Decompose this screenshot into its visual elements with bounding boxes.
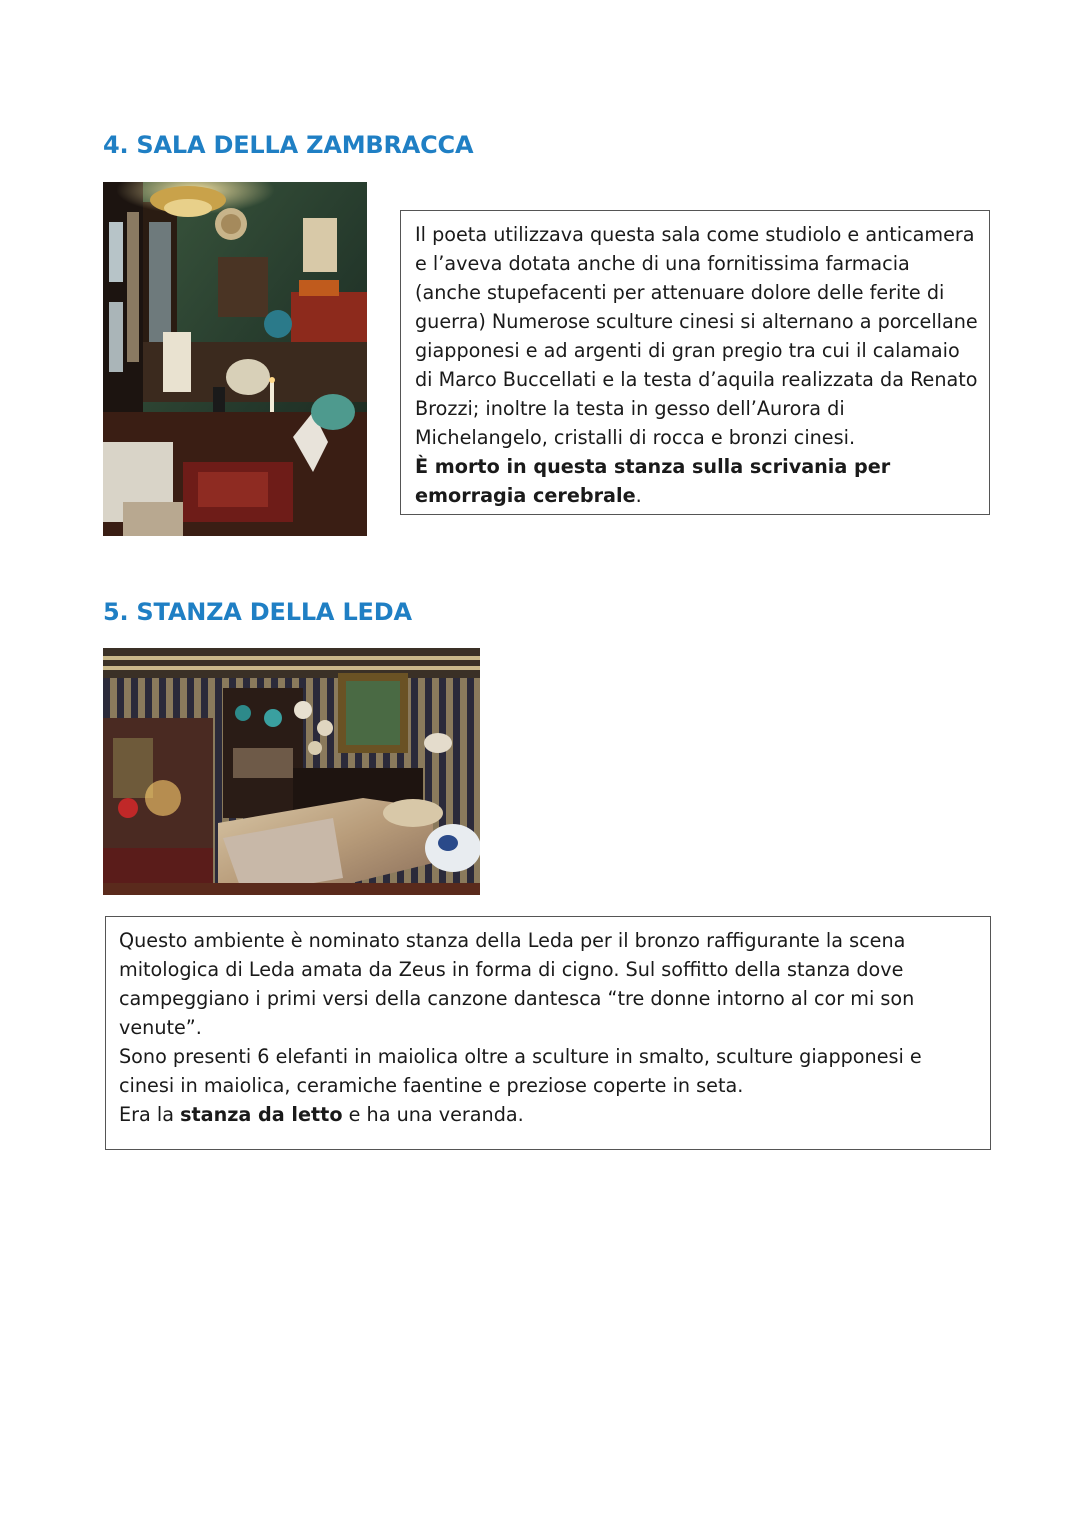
- leda-description-box: [105, 916, 991, 1150]
- leda-p3-bold: stanza da letto: [180, 1103, 343, 1126]
- leda-paragraph-2: Sono presenti 6 elefanti in maiolica oltre a sculture in smalto, sculture giapponesi e cinesi in maiolica, ceramiche faentine e preziose coperte in seta.: [119, 1045, 922, 1097]
- section-4-title: SALA DELLA ZAMBRACCA: [136, 131, 474, 159]
- zambracca-description: [415, 220, 979, 510]
- leda-photo: [103, 648, 480, 895]
- leda-paragraph-1: Questo ambiente è nominato stanza della Leda per il bronzo raffigurante la scena mitologica di Leda amata da Zeus in forma di cigno. Sul soffitto della stanza dove campeggiano i primi versi della canzone dantesca “tre donne intorno al cor mi son venute”.: [119, 929, 915, 1039]
- zambracca-photo: [103, 182, 367, 536]
- leda-p3-start: Era la: [119, 1103, 181, 1126]
- zambracca-description-box: [400, 210, 990, 515]
- leda-paragraph-3: [119, 1100, 976, 1129]
- section-4-heading: [103, 131, 473, 159]
- section-5-heading: [103, 598, 412, 626]
- section-4-number: 4.: [103, 131, 129, 159]
- section-5-title: STANZA DELLA LEDA: [136, 598, 412, 626]
- zambracca-bold-note: È morto in questa stanza sulla scrivania per emorragia cerebrale: [415, 455, 891, 507]
- leda-p3-end: e ha una veranda.: [342, 1103, 524, 1126]
- zambracca-body: Il poeta utilizzava questa sala come studiolo e anticamera e l’aveva dotata anche di una fornitissima farmacia (anche stupefacenti per attenuare dolore delle ferite di guerra) Numerose sculture cinesi si alternano a porcellane giapponesi e ad argenti di gran pregio tra cui il calamaio di Marco Buccellati e la testa d’aquila realizzata da Renato Brozzi; inoltre la testa in gesso dell’Aurora di Michelangelo, cristalli di rocca e bronzi cinesi.: [415, 223, 978, 449]
- section-5-number: 5.: [103, 598, 129, 626]
- zambracca-bold-note-end: .: [635, 484, 642, 507]
